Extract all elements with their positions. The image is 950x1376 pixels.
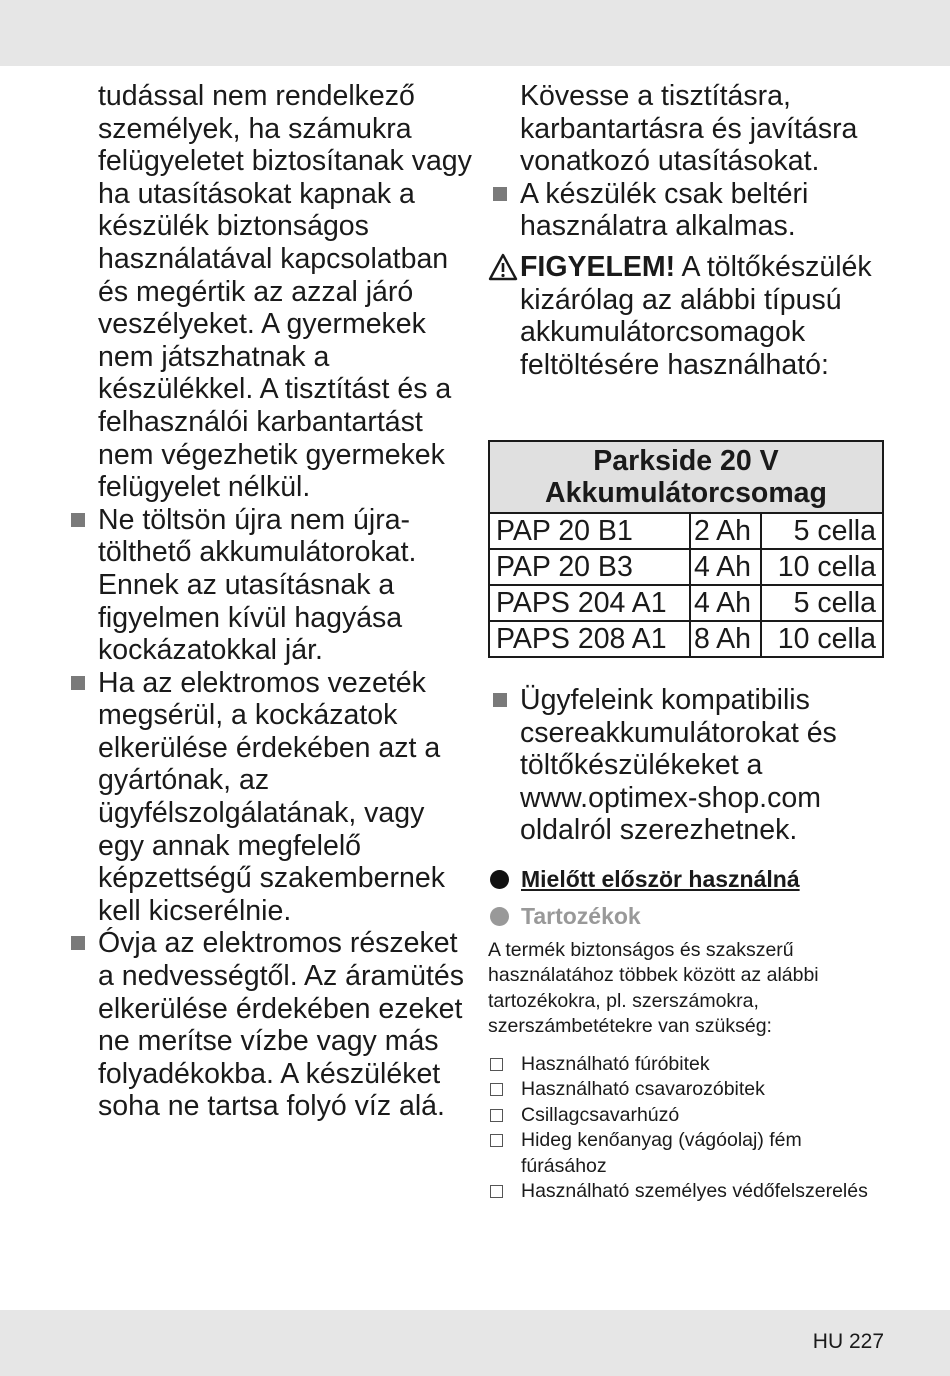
capacity-cell: 8 Ah [690,621,761,657]
cells-cell: 10 cella [761,621,883,657]
warning-triangle-icon [488,253,518,281]
cells-cell: 10 cella [761,549,883,585]
warning-label: FIGYELEM! [520,250,676,283]
bullet-item [520,178,900,243]
section-title: Mielőtt először használná [521,866,800,892]
list-item-text: Használható személyes védőfelszerelés [521,1180,868,1203]
list-item-text: Hideg kenőanyag (vágóolaj) fém fúrásához [521,1129,802,1177]
capacity-cell: 2 Ah [690,513,761,549]
subsection-title: Tartozékok [521,903,641,929]
table-row [489,621,883,657]
table-row [489,549,883,585]
continuation-paragraph: tudással nem rendelkező személyek, ha számukra felügyeletet biztosítanak vagy ha utasításokat kapnak a készülék biztonságos használatával kapcsolatban és megértik az azzal járó veszélyeket. A gyermekek nem játszhatnak a készülékkel. A tisztítást és a felhasználói karbantartást nem végezhetik gyermekek felügyelet nélkül. [98,80,472,504]
list-item-text: Csillagcsavarhúzó [521,1103,680,1126]
subsection-heading [490,903,641,930]
list-item [490,1077,910,1102]
square-bullet-icon [71,676,85,690]
capacity-cell: 4 Ah [690,549,761,585]
checkbox-square-icon [490,1109,503,1122]
list-item-text: Használható csavarozóbitek [521,1078,765,1101]
cells-cell: 5 cella [761,585,883,621]
list-item [490,1052,910,1077]
section-heading [490,866,800,893]
right-column [520,80,900,381]
bullet-item [520,684,880,847]
model-cell: PAP 20 B3 [489,549,690,585]
list-item-text: Használható fúróbitek [521,1053,710,1075]
checkbox-square-icon [490,1083,503,1096]
bullet-text: Óvja az elektromos részeket a nedvességtől. Az áramütés elkerülése érdekében ezeket ne merítse vízbe vagy más folyadékokba. A készüléket soha ne tartsa folyó víz alá. [98,927,464,1123]
list-item [490,1128,910,1179]
square-bullet-icon [71,513,85,527]
capacity-cell: 4 Ah [690,585,761,621]
bullet-item [98,927,478,1123]
table-row [489,585,883,621]
battery-table [488,440,884,658]
page-number: HU 227 [812,1330,884,1353]
warning-block [520,251,900,381]
bullet-text: Ügyfeleink kompatibilis csereakkumulátorokat és töltőkészülékeket a www.optimex-shop.com oldalról szerezhetnek. [520,684,837,847]
bullet-item [98,667,478,928]
top-band [0,0,950,66]
square-bullet-icon [71,936,85,950]
filled-circle-icon [490,870,509,889]
table-header-line1: Parkside 20 V [593,445,779,477]
checkbox-square-icon [490,1134,503,1147]
model-cell: PAPS 208 A1 [489,621,690,657]
checkbox-square-icon [490,1185,503,1198]
model-cell: PAP 20 B1 [489,513,690,549]
footer-band [0,1310,950,1376]
cells-cell: 5 cella [761,513,883,549]
bullet-text: A készülék csak beltéri használatra alkalmas. [520,177,809,243]
accessories-list [490,1052,910,1204]
accessories-intro: A termék biztonságos és szakszerű használatához többek között az alábbi tartozékokra, pl. szerszámokra, szerszámbetétekre van szükség: [488,939,819,1038]
warning-text: A töltőkészülék kizárólag az alábbi típusú akkumulátorcsomagok feltöltésére használható: [520,250,872,381]
table-header [489,441,883,513]
square-bullet-icon [493,187,507,201]
bullet-text: Ha az elektromos vezeték megsérül, a kockázatok elkerülése érdekében azt a gyártónak, az ügyfélszolgálatának, vagy egy annak megfelelő képzettségű szakembernek kell kicserélnie. [98,666,445,927]
checkbox-square-icon [490,1058,503,1071]
square-bullet-icon [493,693,507,707]
table-header-line2: Akkumulátorcsomag [545,477,827,509]
model-cell: PAPS 204 A1 [489,585,690,621]
table-row [489,513,883,549]
bullet-item [98,504,478,667]
list-item [490,1179,910,1204]
continuation-paragraph: Kövesse a tisztításra, karbantartásra és javításra vonatkozó utasításokat. [520,80,858,178]
table-header-row [489,441,883,513]
bullet-text: Ne töltsön újra nem újra-tölthető akkumulátorokat. Ennek az utasításnak a figyelmen kívül hagyása kockázatokkal jár. [98,503,417,667]
left-column [98,80,478,1123]
list-item [490,1103,910,1128]
gray-circle-icon [490,907,509,926]
